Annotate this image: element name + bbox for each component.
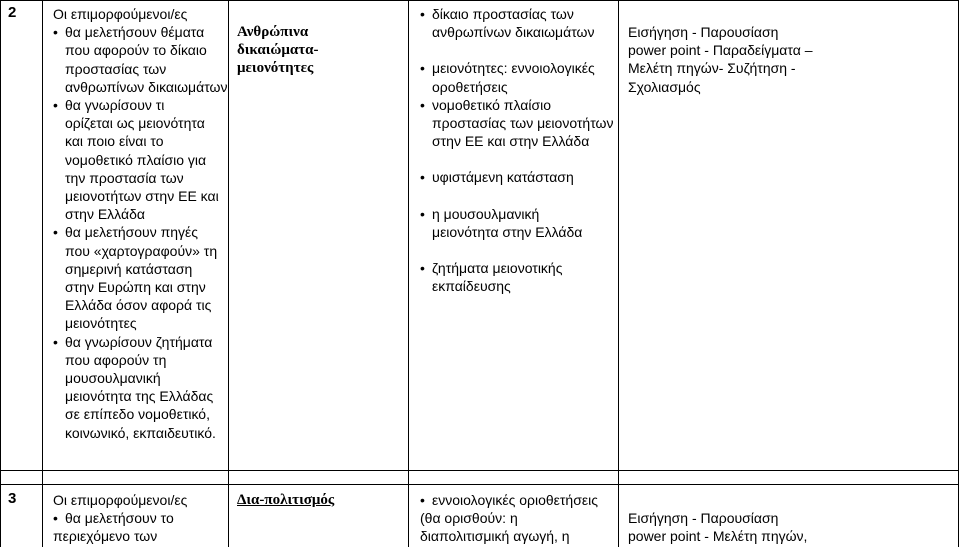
list-item-continuation: στην Ευρώπη και στην: [65, 279, 206, 296]
bullet-group: [53, 333, 225, 442]
row-number: 2: [8, 4, 17, 21]
bullet-icon: •: [420, 169, 425, 186]
content-item: [420, 205, 616, 241]
list-item: • νομοθετικό πλαίσιο: [420, 96, 551, 113]
column-border: [0, 0, 1, 547]
column-border: [228, 0, 229, 547]
module-title-line: Δια-πολιτισμός: [237, 492, 335, 508]
bullet-icon: •: [420, 492, 425, 508]
objectives-intro: Οι επιμορφούμενοι/ες: [53, 6, 188, 22]
module-title-line: δικαιώματα-: [237, 42, 319, 59]
content-item: [420, 259, 616, 295]
bullet-icon: •: [53, 510, 58, 527]
methods-line: power point - Μελέτη πηγών,: [628, 528, 808, 545]
content-item: [420, 96, 616, 151]
list-item-continuation: μειονότητα της Ελλάδας: [65, 388, 214, 405]
content-cell: [420, 491, 616, 546]
list-item: • θα γνωρίσουν ζητήματα: [53, 333, 213, 350]
spacer: [420, 187, 616, 205]
list-item-continuation: προστασίας των: [65, 60, 167, 77]
objectives-cell: [53, 5, 228, 442]
list-item: • εννοιολογικές οριοθετήσεις: [420, 492, 598, 508]
bullet-group: [53, 96, 225, 223]
content-item: [420, 5, 616, 41]
methods-cell: [628, 23, 956, 96]
module-title-line: Ανθρώπινα: [237, 24, 309, 40]
bullet-icon: •: [420, 96, 425, 113]
spacer: [420, 41, 616, 59]
list-item: • θα μελετήσουν θέματα: [53, 24, 205, 41]
bullet-icon: •: [420, 260, 425, 277]
methods-cell: [628, 509, 956, 545]
list-item: • θα γνωρίσουν τι: [53, 97, 165, 114]
objectives-cell: [53, 491, 225, 546]
objectives-intro: Οι επιμορφούμενοι/ες: [53, 492, 188, 508]
bullet-group: [53, 509, 225, 545]
spacer: [420, 150, 616, 168]
content-item: [420, 168, 616, 186]
module-title: [237, 491, 405, 509]
list-item: • δίκαιο προστασίας των: [420, 6, 574, 22]
list-item-continuation: ανθρωπίνων δικαιωμάτων: [432, 24, 595, 41]
bullet-icon: •: [53, 333, 58, 350]
row-divider: [0, 484, 959, 485]
list-item-continuation: σημερινή κατάσταση: [65, 260, 193, 277]
list-item-continuation: μειονότητα στην Ελλάδα: [432, 223, 583, 240]
list-item: • ζητήματα μειονοτικής: [420, 260, 563, 277]
bullet-icon: •: [53, 224, 58, 241]
column-border: [408, 0, 409, 547]
list-item-continuation: ορίζεται ως μειονότητα: [65, 115, 205, 132]
row-number: 3: [8, 490, 17, 507]
list-item: • μειονότητες: εννοιολογικές: [420, 60, 595, 77]
list-item-continuation: την προστασία των: [65, 169, 184, 186]
bullet-icon: •: [420, 6, 425, 22]
bullet-icon: •: [53, 24, 58, 41]
list-item-continuation: και ποιο είναι το: [65, 133, 164, 150]
list-item-continuation: στην Ελλάδα: [65, 206, 145, 223]
list-item: • θα μελετήσουν το: [53, 510, 174, 527]
list-item-continuation: προστασίας των μειονοτήτων: [432, 115, 614, 132]
bullet-group: [53, 23, 228, 96]
list-item-continuation: εκπαίδευσης: [432, 278, 511, 295]
bullet-icon: •: [420, 60, 425, 77]
methods-line: Εισήγηση - Παρουσίαση: [628, 24, 779, 40]
methods-line: Εισήγηση - Παρουσίαση: [628, 510, 779, 526]
column-border: [42, 0, 43, 547]
methods-line: Σχολιασμός: [628, 78, 701, 95]
content-item: [420, 491, 616, 546]
table-border-top: [0, 0, 959, 1]
list-item-continuation: κοινωνικό, εκπαιδευτικό.: [65, 424, 216, 441]
list-item: • υφιστάμενη κατάσταση: [420, 169, 574, 186]
list-item-continuation: που «χαρτογραφούν» τη: [65, 242, 218, 259]
bullet-icon: •: [53, 97, 58, 114]
module-title-line: μειονότητες: [237, 60, 314, 77]
list-item-continuation: μειονοτήτων στην ΕΕ και: [65, 188, 219, 205]
list-item-continuation: στην ΕΕ και στην Ελλάδα: [432, 133, 590, 150]
bullet-icon: •: [420, 205, 425, 222]
list-item: • η μουσουλμανική: [420, 205, 540, 222]
list-item-continuation: οροθετήσεις: [432, 78, 508, 95]
column-border: [618, 0, 619, 547]
list-item-continuation: μουσουλμανική: [65, 370, 161, 387]
list-item-continuation: Ελλάδα όσον αφορά τις: [65, 297, 212, 314]
list-item-continuation: ανθρωπίνων δικαιωμάτων: [65, 78, 228, 95]
content-cell: [420, 5, 616, 295]
row-divider: [0, 470, 959, 471]
list-item-continuation: διαπολιτισμική αγωγή, η: [420, 528, 570, 545]
list-item-continuation: νομοθετικό πλαίσιο για: [65, 151, 207, 168]
list-item: • θα μελετήσουν πηγές: [53, 224, 199, 241]
bullet-group: [53, 223, 225, 332]
list-item-continuation: σε επίπεδο νομοθετικό,: [65, 406, 210, 423]
list-item-continuation: περιεχόμενο των: [53, 528, 158, 545]
list-item-continuation: που αφορούν τη: [65, 351, 167, 368]
methods-line: Μελέτη πηγών- Συζήτηση -: [628, 60, 796, 77]
spacer: [420, 241, 616, 259]
list-item-continuation: που αφορούν το δίκαιο: [65, 42, 207, 59]
module-title: [237, 23, 405, 78]
methods-line: power point - Παραδείγματα –: [628, 42, 813, 59]
content-item: [420, 59, 616, 95]
list-item-continuation: (θα ορισθούν: η: [420, 510, 518, 527]
list-item-continuation: μειονότητες: [65, 315, 137, 332]
